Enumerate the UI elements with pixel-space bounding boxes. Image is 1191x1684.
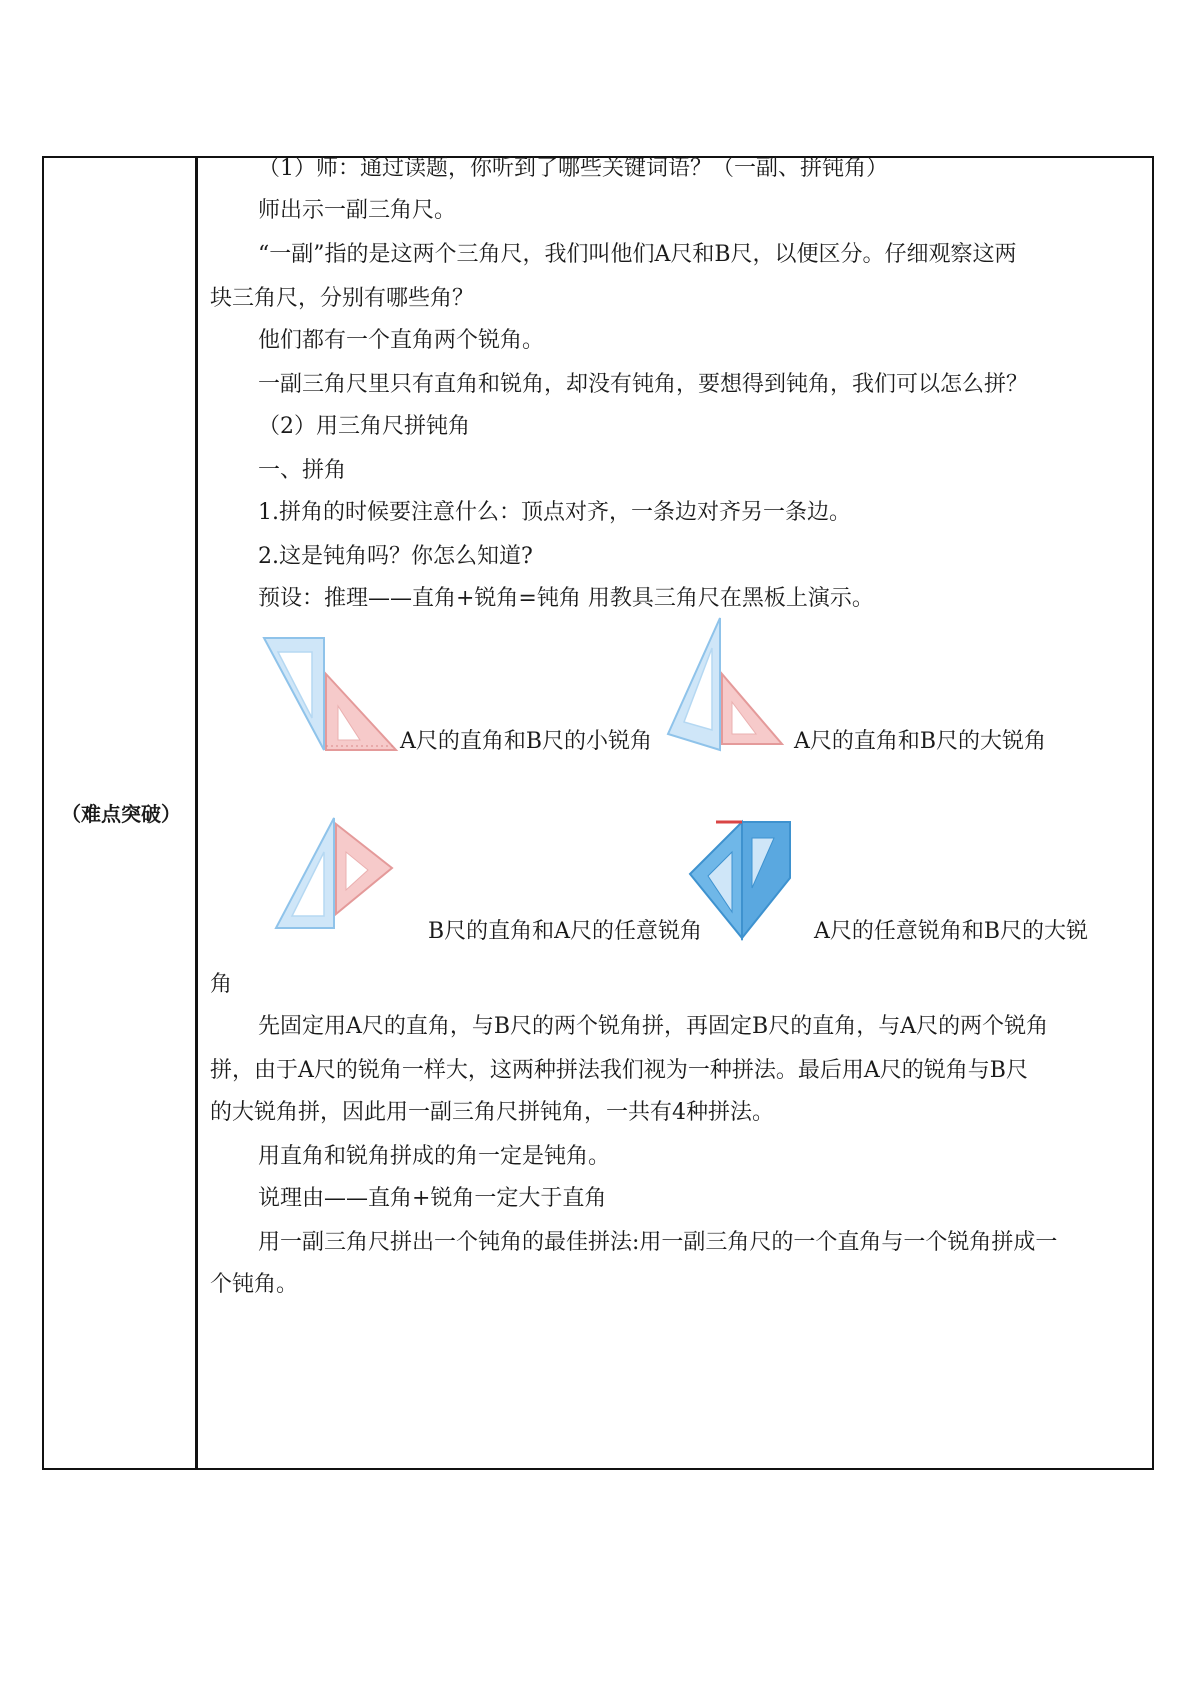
text-line: 师出示一副三角尺。 (258, 198, 457, 223)
triangle-ruler-figure-3 (272, 814, 402, 934)
triangle-ruler-figure-4 (686, 818, 806, 948)
text-line: “一副”指的是这两个三角尺，我们叫他们A尺和B尺，以便区分。仔细观察这两 (258, 242, 1017, 267)
text-line: 用直角和锐角拼成的角一定是钝角。 (258, 1144, 611, 1169)
text-line: 角 (210, 972, 233, 997)
figure-caption: A尺的直角和B尺的大锐角 (794, 729, 1047, 754)
lesson-table (42, 156, 1154, 1470)
label-column (44, 158, 198, 1468)
text-line: 一、拼角 (258, 458, 347, 483)
section-label: （难点突破） (61, 802, 181, 826)
text-line: （2）用三角尺拼钝角 (258, 414, 470, 439)
text-line: 他们都有一个直角两个锐角。 (258, 328, 545, 353)
text-line: 1.拼角的时候要注意什么：顶点对齐，一条边对齐另一条边。 (258, 500, 851, 525)
text-line: 一副三角尺里只有直角和锐角，却没有钝角，要想得到钝角，我们可以怎么拼？ (258, 372, 1029, 397)
text-line: 用一副三角尺拼出一个钝角的最佳拼法:用一副三角尺的一个直角与一个锐角拼成一 (258, 1230, 1058, 1255)
text-line: 的大锐角拼，因此用一副三角尺拼钝角，一共有4种拼法。 (210, 1100, 774, 1125)
text-line: 个钝角。 (210, 1272, 299, 1297)
figure-caption: A尺的直角和B尺的小锐角 (400, 729, 653, 754)
figure-caption: A尺的任意锐角和B尺的大锐 (814, 919, 1089, 944)
triangle-ruler-figure-1 (260, 634, 400, 754)
text-line: 先固定用A尺的直角，与B尺的两个锐角拼，再固定B尺的直角，与A尺的两个锐角 (258, 1014, 1049, 1039)
text-line: 块三角尺，分别有哪些角？ (210, 286, 475, 311)
text-line: 说理由——直角+锐角一定大于直角 (258, 1186, 607, 1211)
figure-caption: B尺的直角和A尺的任意锐角 (428, 919, 703, 944)
text-line: （1）师：通过读题，你听到了哪些关键词语？（一副、拼钝角） (258, 156, 888, 181)
text-line: 2.这是钝角吗？你怎么知道? (258, 544, 533, 569)
triangle-ruler-figure-2 (664, 614, 794, 754)
text-line: 拼，由于A尺的锐角一样大，这两种拼法我们视为一种拼法。最后用A尺的锐角与B尺 (210, 1058, 1028, 1083)
text-line: 预设：推理——直角+锐角=钝角 用教具三角尺在黑板上演示。 (258, 586, 874, 611)
